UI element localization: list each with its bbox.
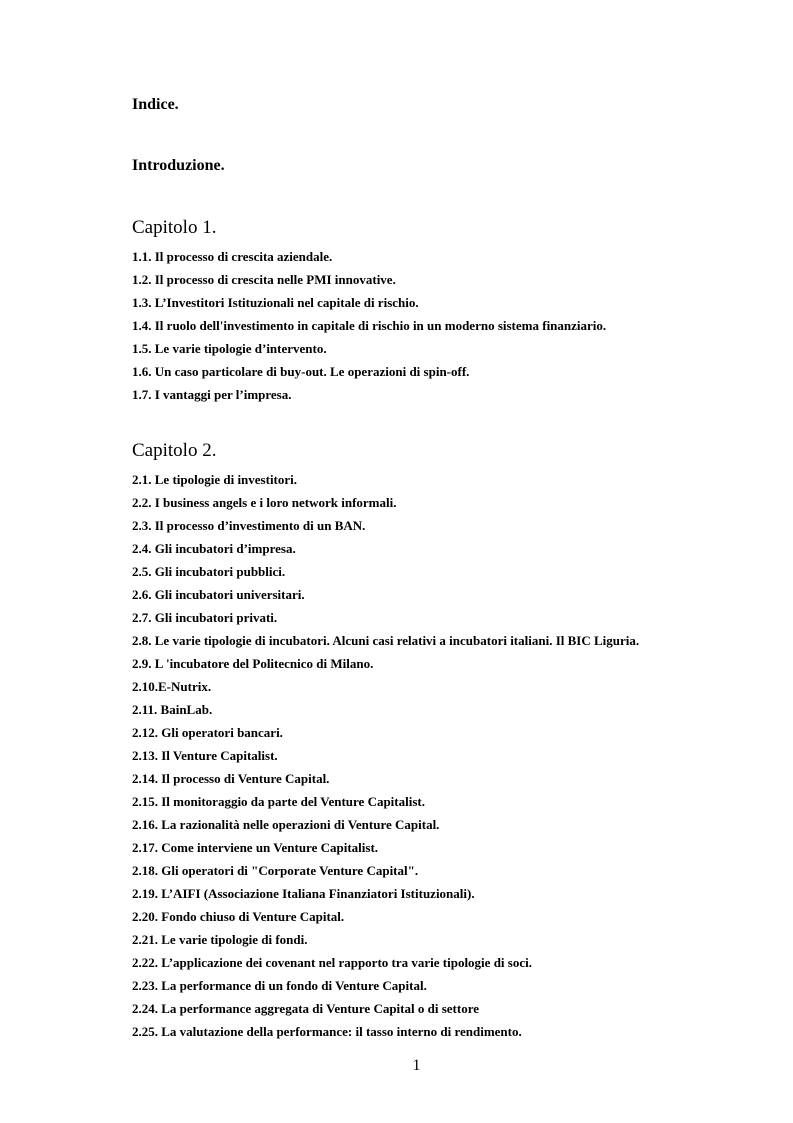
toc-entry: 2.8. Le varie tipologie di incubatori. Alcuni casi relativi a incubatori italiani. Il BIC Liguria.	[132, 633, 640, 648]
toc-entry: 1.4. Il ruolo dell'investimento in capitale di rischio in un moderno sistema finanziario.	[132, 318, 607, 333]
toc-entry: 2.12. Gli operatori bancari.	[132, 725, 283, 740]
toc-entry: 1.3. L’Investitori Istituzionali nel capitale di rischio.	[132, 295, 419, 310]
toc-entry: 2.11. BainLab.	[132, 702, 213, 717]
chapter-2-title: Capitolo 2.	[132, 440, 217, 461]
toc-entry: 2.10.E-Nutrix.	[132, 679, 212, 694]
toc-entry: 2.9. L 'incubatore del Politecnico di Milano.	[132, 656, 374, 671]
toc-entry: 2.19. L’AIFI (Associazione Italiana Finanziatori Istituzionali).	[132, 886, 475, 901]
toc-entry: 2.1. Le tipologie di investitori.	[132, 472, 298, 487]
chapter-1-list	[132, 248, 606, 409]
intro-title: Introduzione.	[132, 157, 225, 174]
chapter-1-title: Capitolo 1.	[132, 217, 217, 238]
toc-entry: 2.22. L’applicazione dei covenant nel rapporto tra varie tipologie di soci.	[132, 955, 532, 970]
toc-entry: 2.25. La valutazione della performance: il tasso interno di rendimento.	[132, 1024, 522, 1039]
toc-entry: 2.3. Il processo d’investimento di un BAN.	[132, 518, 366, 533]
page-number: 1	[412, 1057, 421, 1074]
toc-entry: 2.23. La performance di un fondo di Venture Capital.	[132, 978, 427, 993]
toc-entry: 2.18. Gli operatori di "Corporate Venture Capital".	[132, 863, 419, 878]
toc-entry: 2.13. Il Venture Capitalist.	[132, 748, 278, 763]
toc-entry: 2.16. La razionalità nelle operazioni di Venture Capital.	[132, 817, 440, 832]
toc-entry: 1.6. Un caso particolare di buy-out. Le operazioni di spin-off.	[132, 364, 470, 379]
toc-entry: 2.21. Le varie tipologie di fondi.	[132, 932, 308, 947]
chapter-2-list	[132, 471, 639, 1046]
toc-entry: 2.24. La performance aggregata di Venture Capital o di settore	[132, 1001, 479, 1016]
toc-entry: 2.5. Gli incubatori pubblici.	[132, 564, 286, 579]
index-title: Indice.	[132, 96, 179, 113]
toc-entry: 2.14. Il processo di Venture Capital.	[132, 771, 330, 786]
toc-entry: 2.17. Come interviene un Venture Capitalist.	[132, 840, 379, 855]
toc-entry: 2.4. Gli incubatori d’impresa.	[132, 541, 296, 556]
toc-entry: 1.1. Il processo di crescita aziendale.	[132, 249, 333, 264]
toc-entry: 2.7. Gli incubatori privati.	[132, 610, 278, 625]
toc-entry: 1.5. Le varie tipologie d’intervento.	[132, 341, 327, 356]
toc-entry: 2.15. Il monitoraggio da parte del Venture Capitalist.	[132, 794, 425, 809]
toc-entry: 1.2. Il processo di crescita nelle PMI innovative.	[132, 272, 396, 287]
toc-entry: 1.7. I vantaggi per l’impresa.	[132, 387, 292, 402]
toc-entry: 2.2. I business angels e i loro network informali.	[132, 495, 397, 510]
toc-entry: 2.20. Fondo chiuso di Venture Capital.	[132, 909, 345, 924]
toc-entry: 2.6. Gli incubatori universitari.	[132, 587, 305, 602]
